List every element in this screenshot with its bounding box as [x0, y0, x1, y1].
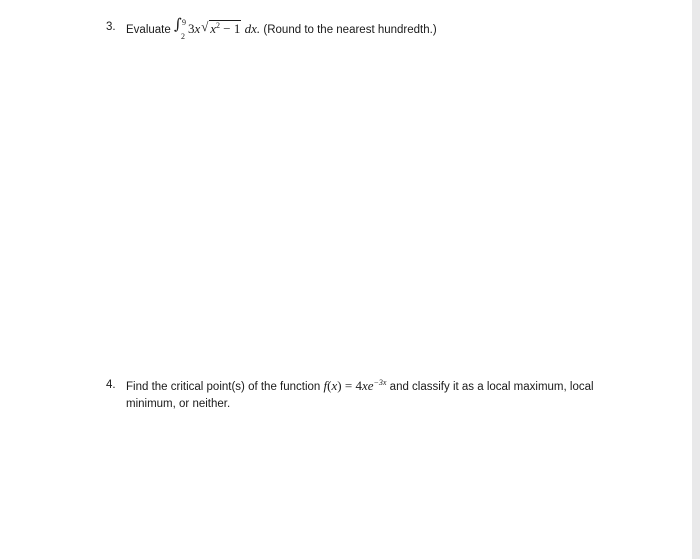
page-edge [692, 0, 700, 559]
integral-expression [173, 15, 263, 41]
radicand-rest: − 1 [220, 21, 241, 36]
radical-sign: √ [201, 19, 209, 34]
upper-limit: 9 [181, 18, 186, 27]
function-expression [324, 378, 387, 393]
integral-sign: ∫ [173, 15, 182, 33]
open-paren: ( [327, 378, 332, 393]
integrand-coefficient: 3 [187, 21, 195, 36]
function-name: f [323, 378, 328, 393]
problem-number: 4. [106, 379, 116, 391]
lower-limit: 2 [180, 32, 185, 41]
problem-lead: Evaluate [126, 24, 171, 36]
problem-tail: and classify it as a local maximum, local minimum, or neither. [126, 381, 594, 410]
differential: dx. [244, 21, 261, 36]
close-paren: ) [337, 378, 342, 393]
problem-lead: Find the critical point(s) of the function [126, 381, 321, 393]
integral-symbol [173, 15, 188, 41]
problem-tail: (Round to the nearest hundredth.) [263, 24, 437, 36]
function-coefficient: 4 [355, 378, 362, 393]
problem-3 [106, 15, 666, 41]
problem-text [126, 377, 626, 413]
function-argument: x [331, 378, 338, 393]
equals-sign: = [341, 378, 356, 393]
radicand [209, 20, 241, 36]
problem-4 [106, 377, 626, 413]
problem-number: 3. [106, 21, 116, 33]
integrand-variable: x [194, 21, 201, 36]
square-root [201, 20, 241, 37]
problem-text [126, 15, 666, 41]
function-exponent: −3x [373, 378, 387, 387]
function-variable: xe [361, 378, 374, 393]
radicand-variable: x [210, 21, 217, 36]
radicand-exponent: 2 [216, 21, 221, 30]
